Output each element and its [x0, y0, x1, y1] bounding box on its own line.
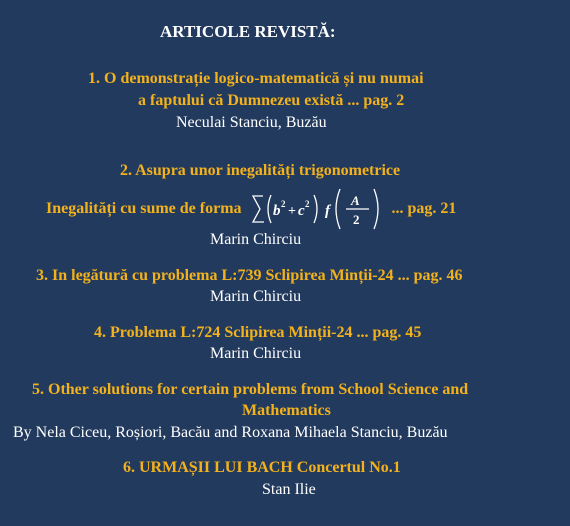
article-4-title[interactable]: 4. Problema L:724 Sclipirea Minții-24 ... pag. 45	[94, 324, 422, 341]
article-2-title-suffix: ... pag. 21	[391, 200, 457, 217]
article-2-author: Marin Chirciu	[210, 231, 302, 248]
article-2-title-line1[interactable]: 2. Asupra unor inegalități trigonometrice	[120, 162, 401, 179]
svg-text:2: 2	[352, 212, 360, 228]
article-1-author: Neculai Stanciu, Buzău	[176, 114, 327, 131]
article-1-title-line2[interactable]: a faptului că Dumnezeu există ... pag. 2	[138, 92, 405, 109]
svg-text:c: c	[297, 203, 305, 220]
article-6-title[interactable]: 6. URMAȘII LUI BACH Concertul No.1	[123, 459, 401, 476]
article-2-title-line2[interactable]	[46, 186, 456, 232]
article-4-author: Marin Chirciu	[210, 345, 302, 362]
article-5-title-line1[interactable]: 5. Other solutions for certain problems from School Science and	[32, 381, 469, 398]
article-6-author: Stan Ilie	[262, 481, 316, 498]
article-3-title[interactable]: 3. In legătură cu problema L:739 Sclipirea Minții-24 ... pag. 46	[36, 267, 463, 284]
svg-text:f: f	[324, 203, 330, 220]
svg-text:2: 2	[280, 199, 286, 210]
svg-text:2: 2	[304, 199, 310, 210]
page-heading: ARTICOLE REVISTĂ:	[160, 22, 336, 41]
svg-text:b: b	[272, 203, 281, 220]
article-1-title-line1[interactable]: 1. O demonstrație logico-matematică și nu numai	[88, 70, 424, 87]
article-5-author: By Nela Ciceu, Roșiori, Bacău and Roxana Mihaela Stanciu, Buzău	[13, 424, 448, 441]
svg-text:+: +	[287, 204, 296, 220]
article-2-title-prefix: Inegalități cu sume de forma	[46, 200, 242, 217]
svg-text:A: A	[350, 193, 360, 209]
article-5-title-line2[interactable]: Mathematics	[242, 402, 331, 419]
sum-formula	[250, 186, 384, 232]
article-3-author: Marin Chirciu	[210, 288, 302, 305]
